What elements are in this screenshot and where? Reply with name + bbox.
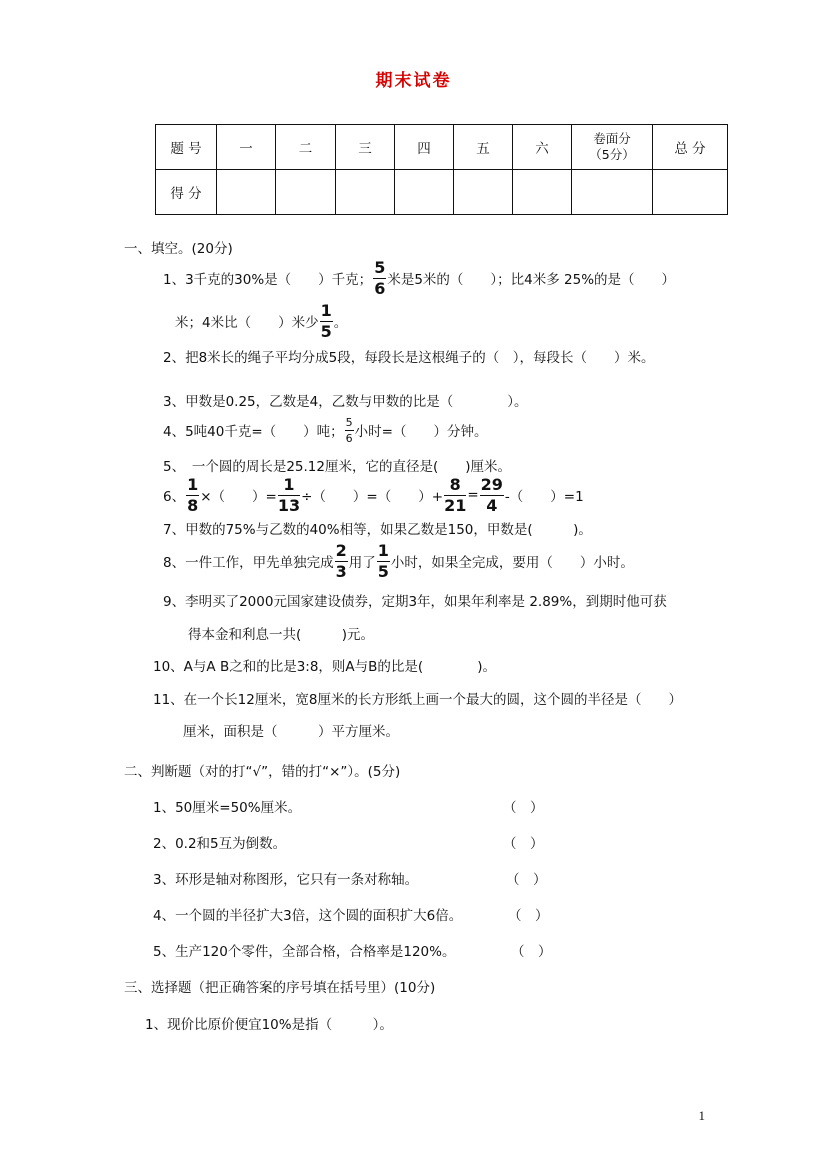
score-input-cell[interactable] xyxy=(336,170,395,215)
question-8 xyxy=(163,542,634,580)
denominator: 3 xyxy=(335,561,347,581)
fraction xyxy=(277,474,301,515)
question-text: ÷（ ）=（ ）+ xyxy=(301,489,444,505)
denominator: 6 xyxy=(345,431,353,445)
score-input-cell[interactable] xyxy=(217,170,276,215)
question-2: 2、把8米长的绳子平均分成5段，每段长是这根绳子的（ ），每段长（ ）米。 xyxy=(163,350,655,366)
question-text: 8、一件工作，甲先单独完成 xyxy=(163,555,334,571)
fraction xyxy=(186,474,199,515)
numerator: 2 xyxy=(335,540,347,560)
page-number: 1 xyxy=(698,1108,705,1123)
fraction xyxy=(335,540,348,581)
section-heading: 二、判断题（对的打“√”，错的打“×”）。(5分) xyxy=(124,764,401,780)
question-11-line-2: 厘米，面积是（ ）平方厘米。 xyxy=(183,724,399,740)
judge-item: 2、0.2和5互为倒数。 xyxy=(153,836,287,852)
numerator: 1 xyxy=(187,474,199,494)
question-11-line-1: 11、在一个长12厘米，宽8厘米的长方形纸上画一个最大的圆，这个圆的半径是（ ） xyxy=(153,692,682,708)
judge-item: 5、生产120个零件，全部合格，合格率是120%。 xyxy=(153,944,456,960)
table-cell: 四 xyxy=(395,125,454,170)
table-cell-line: （5分） xyxy=(589,147,635,162)
score-input-cell[interactable] xyxy=(513,170,572,215)
score-table xyxy=(155,124,728,215)
question-text: 米；4米比（ ）米少 xyxy=(175,315,319,331)
question-text: 小时=（ ）分钟。 xyxy=(354,424,488,440)
table-cell: 得 分 xyxy=(156,170,217,215)
denominator: 5 xyxy=(320,321,332,341)
denominator: 8 xyxy=(187,495,199,515)
choice-question-1: 1、现价比原价便宜10%是指（ ）。 xyxy=(145,1017,393,1033)
answer-paren[interactable]: （ ） xyxy=(503,836,544,852)
question-4 xyxy=(163,412,487,448)
denominator: 21 xyxy=(444,495,467,515)
table-cell xyxy=(572,125,653,170)
numerator: 1 xyxy=(377,540,389,560)
question-text: 6、 xyxy=(163,489,186,505)
question-text: -（ ）=1 xyxy=(504,489,584,505)
question-7: 7、甲数的75%与乙数的40%相等，如果乙数是150，甲数是( )。 xyxy=(163,522,592,538)
question-5: 5、 一个圆的周长是25.12厘米，它的直径是( )厘米。 xyxy=(163,459,512,475)
section-heading: 一、填空。(20分) xyxy=(124,241,233,257)
question-text: = xyxy=(467,487,479,503)
section-heading: 三、选择题（把正确答案的序号填在括号里）(10分) xyxy=(124,980,436,996)
question-text: 1、3千克的30%是（ ）千克； xyxy=(163,272,373,288)
table-row xyxy=(156,125,728,170)
score-input-cell[interactable] xyxy=(653,170,728,215)
judge-item: 3、环形是轴对称图形，它只有一条对称轴。 xyxy=(153,872,419,888)
table-cell: 三 xyxy=(336,125,395,170)
question-10: 10、A与A B之和的比是3:8，则A与B的比是( )。 xyxy=(153,659,496,675)
denominator: 13 xyxy=(277,495,301,515)
fraction xyxy=(444,474,467,515)
question-1-line-1 xyxy=(163,257,676,298)
table-cell: 六 xyxy=(513,125,572,170)
answer-paren[interactable]: （ ） xyxy=(503,800,544,816)
question-3: 3、甲数是0.25，乙数是4，乙数与甲数的比是（ ）。 xyxy=(163,394,528,410)
score-input-cell[interactable] xyxy=(454,170,513,215)
numerator: 8 xyxy=(444,477,466,496)
fraction xyxy=(345,417,354,444)
question-text: 。 xyxy=(333,315,348,331)
numerator: 5 xyxy=(345,415,353,429)
question-1-line-2 xyxy=(175,300,348,341)
denominator: 4 xyxy=(486,495,498,515)
judge-item: 4、一个圆的半径扩大3倍，这个圆的面积扩大6倍。 xyxy=(153,908,463,924)
table-cell: 二 xyxy=(276,125,336,170)
score-input-cell[interactable] xyxy=(572,170,653,215)
fraction xyxy=(373,257,386,298)
numerator: 1 xyxy=(320,300,332,320)
score-input-cell[interactable] xyxy=(395,170,454,215)
table-cell: 一 xyxy=(217,125,276,170)
answer-paren[interactable]: （ ） xyxy=(508,908,549,924)
table-cell: 总 分 xyxy=(653,125,728,170)
table-row xyxy=(156,170,728,215)
score-input-cell[interactable] xyxy=(276,170,336,215)
table-cell: 题 号 xyxy=(156,125,217,170)
answer-paren[interactable]: （ ） xyxy=(511,944,552,960)
judge-item: 1、50厘米=50%厘米。 xyxy=(153,800,302,816)
question-text: 小时，如果全完成，要用（ ）小时。 xyxy=(390,555,634,571)
question-9-line-1: 9、李明买了2000元国家建设债券，定期3年，如果年利率是 2.89%，到期时他可获 xyxy=(163,594,667,610)
question-text: 米是5米的（ ）；比4米多 25%的是（ ） xyxy=(387,272,676,288)
question-6 xyxy=(163,476,584,514)
fraction xyxy=(480,474,504,515)
numerator: 5 xyxy=(374,257,386,277)
denominator: 5 xyxy=(377,561,389,581)
denominator: 6 xyxy=(374,278,386,298)
numerator: 1 xyxy=(278,477,300,496)
page-title: 期末试卷 xyxy=(375,71,452,91)
question-text: 4、5吨40千克=（ ）吨； xyxy=(163,424,344,440)
question-text: 用了 xyxy=(348,555,376,571)
fraction xyxy=(320,300,333,341)
table-cell: 五 xyxy=(454,125,513,170)
numerator: 29 xyxy=(480,474,503,494)
table-cell-line: 卷面分 xyxy=(593,131,631,146)
question-text: ×（ ）= xyxy=(200,489,277,505)
question-9-line-2: 得本金和利息一共( )元。 xyxy=(188,627,375,643)
answer-paren[interactable]: （ ） xyxy=(506,872,547,888)
fraction xyxy=(377,540,390,581)
